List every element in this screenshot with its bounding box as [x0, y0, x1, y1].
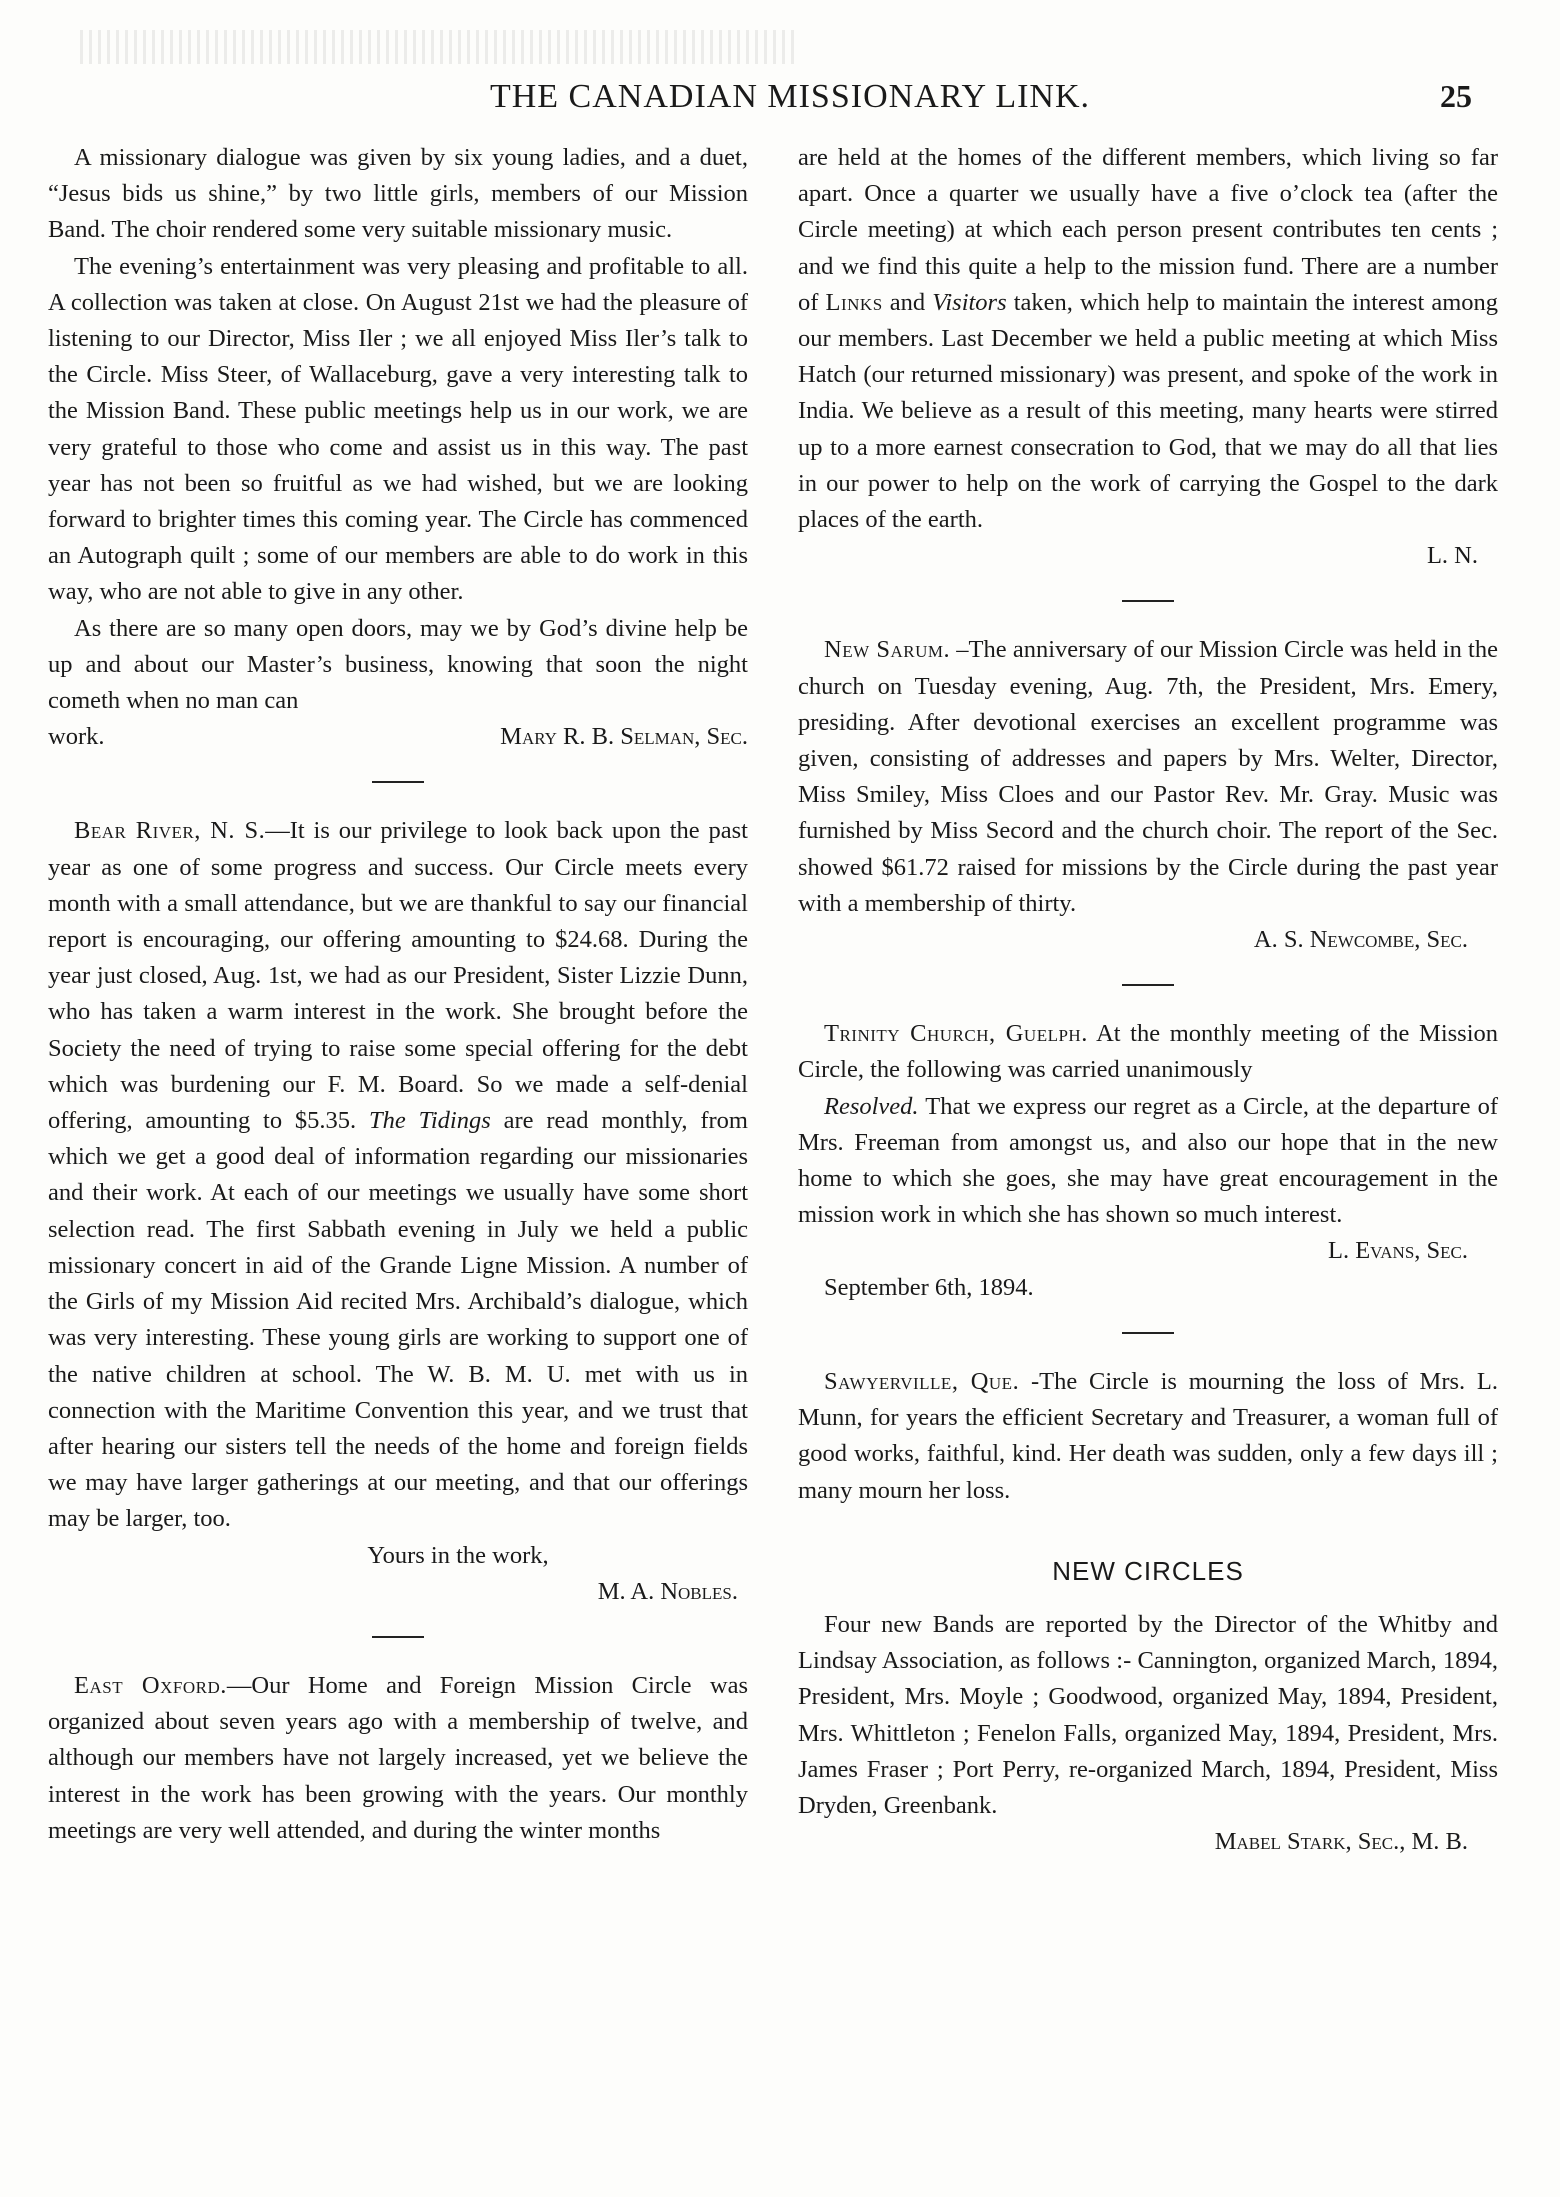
page-header: [0, 78, 1560, 128]
article-bear-river: [48, 813, 748, 1537]
left-column: [48, 140, 748, 1849]
article-new-sarum: [798, 632, 1498, 922]
section-heading: NEW CIRCLES: [1052, 1555, 1244, 1586]
signature: Mary R. B. Selman, Sec.: [500, 723, 748, 751]
right-column: [798, 140, 1498, 1860]
divider: [1122, 600, 1174, 602]
divider: [372, 781, 424, 783]
article-body: -The Circle is mourning the loss of Mrs. L. Munn, for years the efficient Secretary and Treasurer, a woman full of good works, faithful, kind. Her death was sudden, only a few days ill ; many mourn her loss.: [798, 1367, 1499, 1504]
divider: [1122, 984, 1174, 986]
article-lead: New Sarum.: [824, 636, 951, 664]
article-body: —It is our privilege to look back upon the past year as one of some progress and success. Our Circle meets every month with a small attendance, but we are thankful to say our financial report is encouraging, our offering amounting to $24.68. During the year just closed, Aug. 1st, we had as our President, Sister Lizzie Dunn, who has taken a warm interest in the work. She brought before the Society the need of trying to raise some special offering for the debt which was burdening our F. M. Board. So we made a self-denial offering, amounting to $5.35.: [48, 817, 748, 1135]
paragraph-end: work.: [48, 723, 105, 751]
publication-name: Visitors: [932, 288, 1007, 316]
date-line: September 6th, 1894.: [824, 1273, 1034, 1301]
paragraph: A missionary dialogue was given by six young ladies, and a duet, “Jesus bids us shine,” by two little girls, members of our Mission Band. The choir rendered some very suitable missionary music.: [48, 144, 748, 244]
article-body: At the monthly meeting of the Mission Circle, the following was carried unanimously: [798, 1020, 1499, 1084]
signature-line: [48, 719, 748, 755]
resolution-body: That we express our regret as a Circle, at the departure of Mrs. Freeman from amongst us, and also our hope that in the new home to which she goes, she may have great encouragement in the mission work in which she has shown so much interest.: [798, 1092, 1498, 1229]
resolved-label: Resolved.: [824, 1092, 919, 1120]
signature: A. S. Newcombe, Sec.: [1253, 926, 1468, 954]
article-lead: Trinity Church, Guelph.: [824, 1020, 1088, 1048]
paragraph-text: and: [882, 288, 933, 316]
article-body: are read monthly, from which we get a good deal of information regarding our missionaries and their work. At each of our meetings we usually have some short selection read. The first Sabbath evening in July we held a public missionary concert in aid of the Grande Ligne Mission. A number of the Girls of my Mission Aid recited Mrs. Archibald’s dialogue, which was very interesting. These young girls are working to support one of the native children at school. The W. B. M. U. met with us in connection with the Maritime Convention this year, and we trust that after hearing our sisters tell the needs of the home and foreign fields we may have larger gatherings at our meeting, and that our offerings may be larger, too.: [48, 1107, 748, 1533]
paragraph: As there are so many open doors, may we by God’s divine help be up and about our Master’s business, knowing that soon the night cometh when no man can: [48, 614, 748, 715]
closing: Yours in the work,: [367, 1541, 549, 1569]
publication-name: The Tidings: [369, 1107, 491, 1135]
article-body: –The anniversary of our Mission Circle was held in the church on Tuesday evening, Aug. 7th, the President, Mrs. Emery, presiding. After devotional exercises an excellent programme was given, consisting of addresses and papers by Mrs. Welter, Director, Miss Smiley, Miss Cloes and our Pastor Rev. Mr. Gray. Music was furnished by Miss Secord and the church choir. The report of the Sec. showed $61.72 raised for missions by the Circle during the past year with a membership of thirty.: [798, 636, 1498, 917]
article-sawyerville: [798, 1364, 1498, 1509]
article-east-oxford: [48, 1668, 748, 1849]
article-trinity-church: [798, 1016, 1498, 1088]
signature: L. Evans, Sec.: [1328, 1237, 1468, 1265]
article-lead: Sawyerville, Que.: [824, 1367, 1020, 1395]
article-body: —Our Home and Foreign Mission Circle was organized about seven years ago with a membership of twelve, and although our members have not largely increased, yet we believe the interest in the work has been growing with the years. Our monthly meetings are very well attended, and during the winter months: [48, 1671, 749, 1844]
scan-noise: [80, 30, 800, 64]
article-lead: Bear River, N. S.: [74, 817, 266, 845]
page-number: 25: [1440, 78, 1472, 114]
article-lead: East Oxford.: [74, 1671, 227, 1699]
signature: Mabel Stark, Sec., M. B.: [1214, 1828, 1468, 1856]
signature: M. A. Nobles.: [597, 1577, 738, 1605]
paragraph: The evening’s entertainment was very pleasing and profitable to all. A collection was taken at close. On August 21st we had the pleasure of listening to our Director, Miss Iler ; we all enjoyed Miss Iler’s talk to the Circle. Miss Steer, of Wallaceburg, gave a very interesting talk to the Mission Band. These public meetings help us in our work, we are very grateful to those who come and assist us in this way. The past year has not been so fruitful as we had wished, but we are looking forward to brighter times this coming year. The Circle has commenced an Autograph quilt ; some of our members are able to do work in this way, who are not able to give in any other.: [48, 252, 748, 606]
resolution: [798, 1089, 1498, 1234]
journal-title: THE CANADIAN MISSIONARY LINK.: [489, 78, 1091, 115]
divider: [372, 1636, 424, 1638]
paragraph-text: are held at the homes of the different members, which living so far apart. Once a quarter we usually have a five o’clock tea (after the Circle meeting) at which each person present contributes ten cents ; and we find this quite a help to the mission fund. There are a number of: [798, 144, 1498, 316]
paragraph-text: taken, which help to maintain the interest among our members. Last December we held a public meeting at which Miss Hatch (our returned missionary) was present, and spoke of the work in India. We believe as a result of this meeting, many hearts were stirred up to a more earnest consecration to God, that we may do all that lies in our power to help on the work of carrying the Gospel to the dark places of the earth.: [798, 288, 1499, 534]
paragraph: Four new Bands are reported by the Director of the Whitby and Lindsay Association, as follows :- Cannington, organized March, 1894, President, Mrs. Moyle ; Goodwood, organized May, 1894, President, Mrs. Whittleton ; Fenelon Falls, organized May, 1894, President, Mrs. James Fraser ; Port Perry, re-organized March, 1894, President, Miss Dryden, Greenbank.: [798, 1610, 1498, 1819]
divider: [1122, 1332, 1174, 1334]
signature: L. N.: [1426, 542, 1478, 570]
paragraph: [798, 140, 1498, 538]
publication-name: Links: [825, 288, 883, 316]
